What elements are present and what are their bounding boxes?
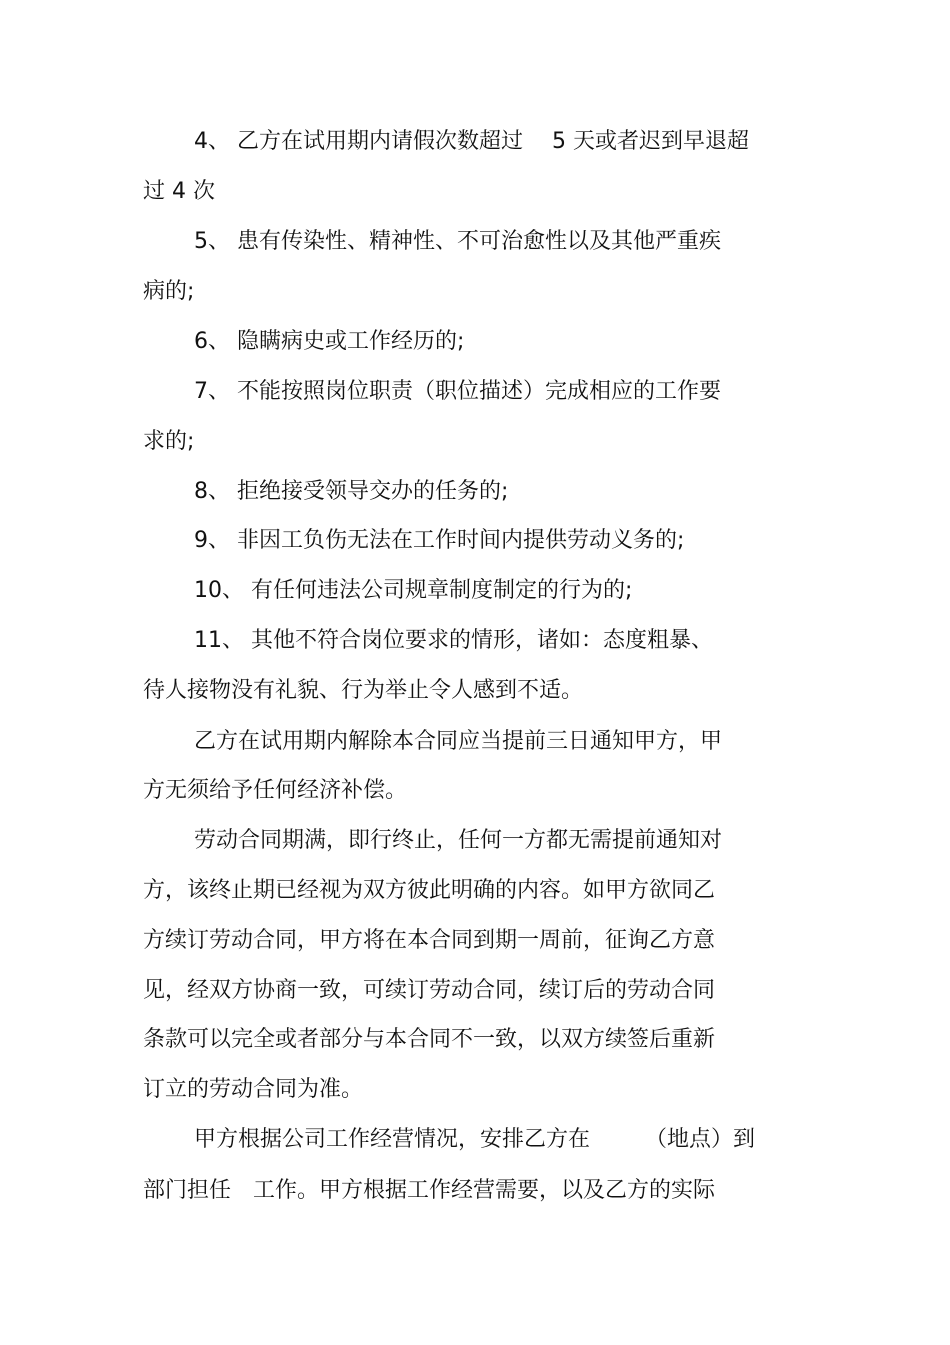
- text-line: 7、 不能按照岗位职责（职位描述）完成相应的工作要: [194, 379, 721, 404]
- text-line: 求的;: [143, 429, 195, 454]
- text-line: 条款可以完全或者部分与本合同不一致，以双方续签后重新: [143, 1027, 716, 1052]
- text-line: 待人接物没有礼貌、行为举止令人感到不适。: [143, 678, 584, 703]
- text-line: 乙方在试用期内解除本合同应当提前三日通知甲方，甲: [194, 729, 723, 754]
- text-line: 9、 非因工负伤无法在工作时间内提供劳动义务的;: [194, 528, 685, 553]
- text-line: 5、 患有传染性、精神性、不可治愈性以及其他严重疾: [194, 229, 721, 254]
- text-line: 劳动合同期满，即行终止，任何一方都无需提前通知对: [194, 828, 723, 853]
- text-line: 过 4 次: [143, 179, 215, 204]
- text-line: 方续订劳动合同，甲方将在本合同到期一周前，征询乙方意: [143, 928, 716, 953]
- text-line: 见，经双方协商一致，可续订劳动合同，续订后的劳动合同: [143, 978, 716, 1003]
- text-line: 10、 有任何违法公司规章制度制定的行为的;: [194, 578, 633, 603]
- text-line: 8、 拒绝接受领导交办的任务的;: [194, 479, 509, 504]
- text-line: 订立的劳动合同为准。: [143, 1077, 364, 1102]
- text-line: 甲方根据公司工作经营情况，安排乙方在 （地点）到: [194, 1127, 756, 1152]
- text-line: 6、 隐瞒病史或工作经历的;: [194, 329, 465, 354]
- text-line: 4、 乙方在试用期内请假次数超过 5 天或者迟到早退超: [194, 129, 749, 154]
- text-line: 病的;: [143, 279, 195, 304]
- text-line: 部门担任 工作。甲方根据工作经营需要，以及乙方的实际: [143, 1178, 716, 1203]
- text-line: 11、 其他不符合岗位要求的情形，诸如：态度粗暴、: [194, 628, 713, 653]
- text-line: 方，该终止期已经视为双方彼此明确的内容。如甲方欲同乙: [143, 878, 716, 903]
- text-line: 方无须给予任何经济补偿。: [143, 778, 408, 803]
